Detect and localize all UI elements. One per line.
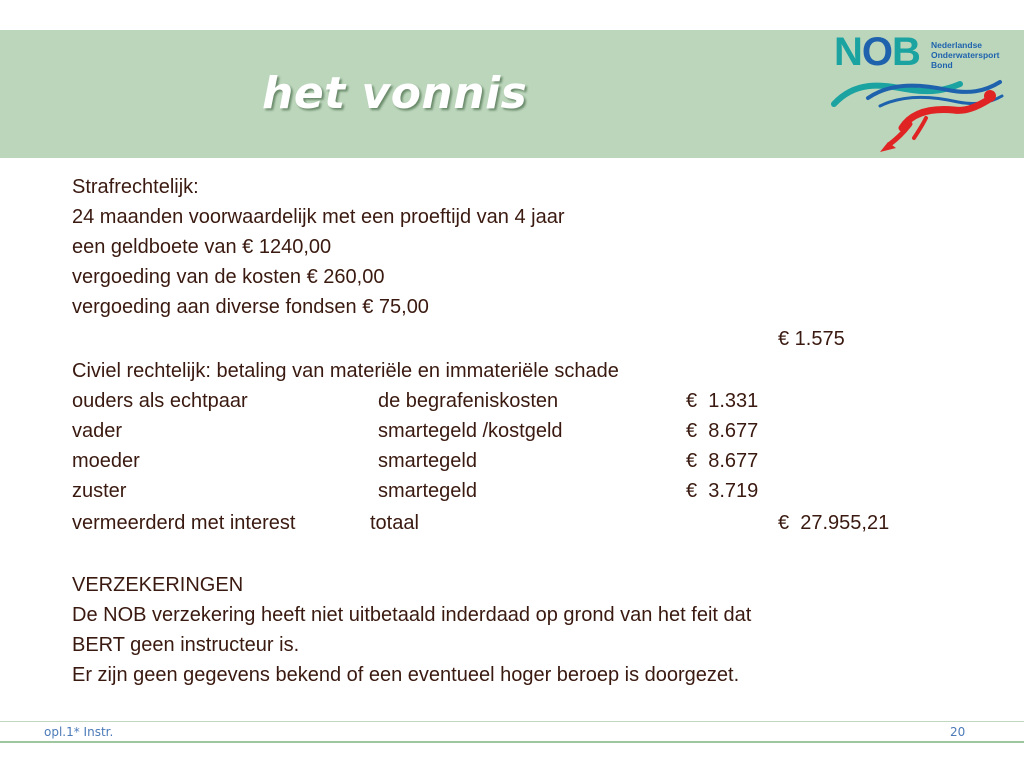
text-line: De NOB verzekering heeft niet uitbetaald inderdaad op grond van het feit dat <box>72 604 752 626</box>
insurance-heading: VERZEKERINGEN <box>72 574 244 596</box>
logo-letter-o: O <box>861 30 893 74</box>
row-amount: € 8.677 <box>686 450 759 472</box>
text-line: vergoeding van de kosten € 260,00 <box>72 266 385 288</box>
interest-label: vermeerderd met interest <box>72 512 296 534</box>
row-amount: € 8.677 <box>686 420 759 442</box>
row-who: vader <box>72 420 123 442</box>
row-who: zuster <box>72 480 127 502</box>
slide-title: het vonnis <box>262 68 528 119</box>
subtotal-amount: € 1.575 <box>778 328 845 350</box>
total-amount: € 27.955,21 <box>778 512 890 534</box>
row-amount: € 3.719 <box>686 480 759 502</box>
page-number: 20 <box>950 725 966 739</box>
row-what: smartegeld <box>378 480 477 502</box>
diver-icon <box>828 34 1008 152</box>
text-line: BERT geen instructeur is. <box>72 634 300 656</box>
footer-course-label: opl.1* Instr. <box>44 725 114 739</box>
row-what: smartegeld /kostgeld <box>378 420 563 442</box>
row-who: moeder <box>72 450 140 472</box>
logo-sub-line: Bond <box>931 60 953 70</box>
text-line: Strafrechtelijk: <box>72 176 199 198</box>
text-line: vergoeding aan diverse fondsen € 75,00 <box>72 296 429 318</box>
row-amount: € 1.331 <box>686 390 759 412</box>
logo-sub-line: Onderwatersport <box>931 50 1000 60</box>
logo-letter-n: N <box>834 30 862 74</box>
text-line: een geldboete van € 1240,00 <box>72 236 332 258</box>
logo-letter-b: B <box>892 30 920 74</box>
logo-sub-line: Nederlandse <box>931 40 983 50</box>
text-line: 24 maanden voorwaardelijk met een proeftijd van 4 jaar <box>72 206 565 228</box>
footer-divider <box>0 721 1024 722</box>
text-line: Er zijn geen gegevens bekend of een eventueel hoger beroep is doorgezet. <box>72 664 740 686</box>
top-margin <box>0 0 1024 30</box>
text-line: Civiel rechtelijk: betaling van materiële en immateriële schade <box>72 360 619 382</box>
total-label: totaal <box>370 512 419 534</box>
row-what: smartegeld <box>378 450 477 472</box>
row-who: ouders als echtpaar <box>72 390 248 412</box>
footer-divider <box>0 741 1024 743</box>
row-what: de begrafeniskosten <box>378 390 559 412</box>
